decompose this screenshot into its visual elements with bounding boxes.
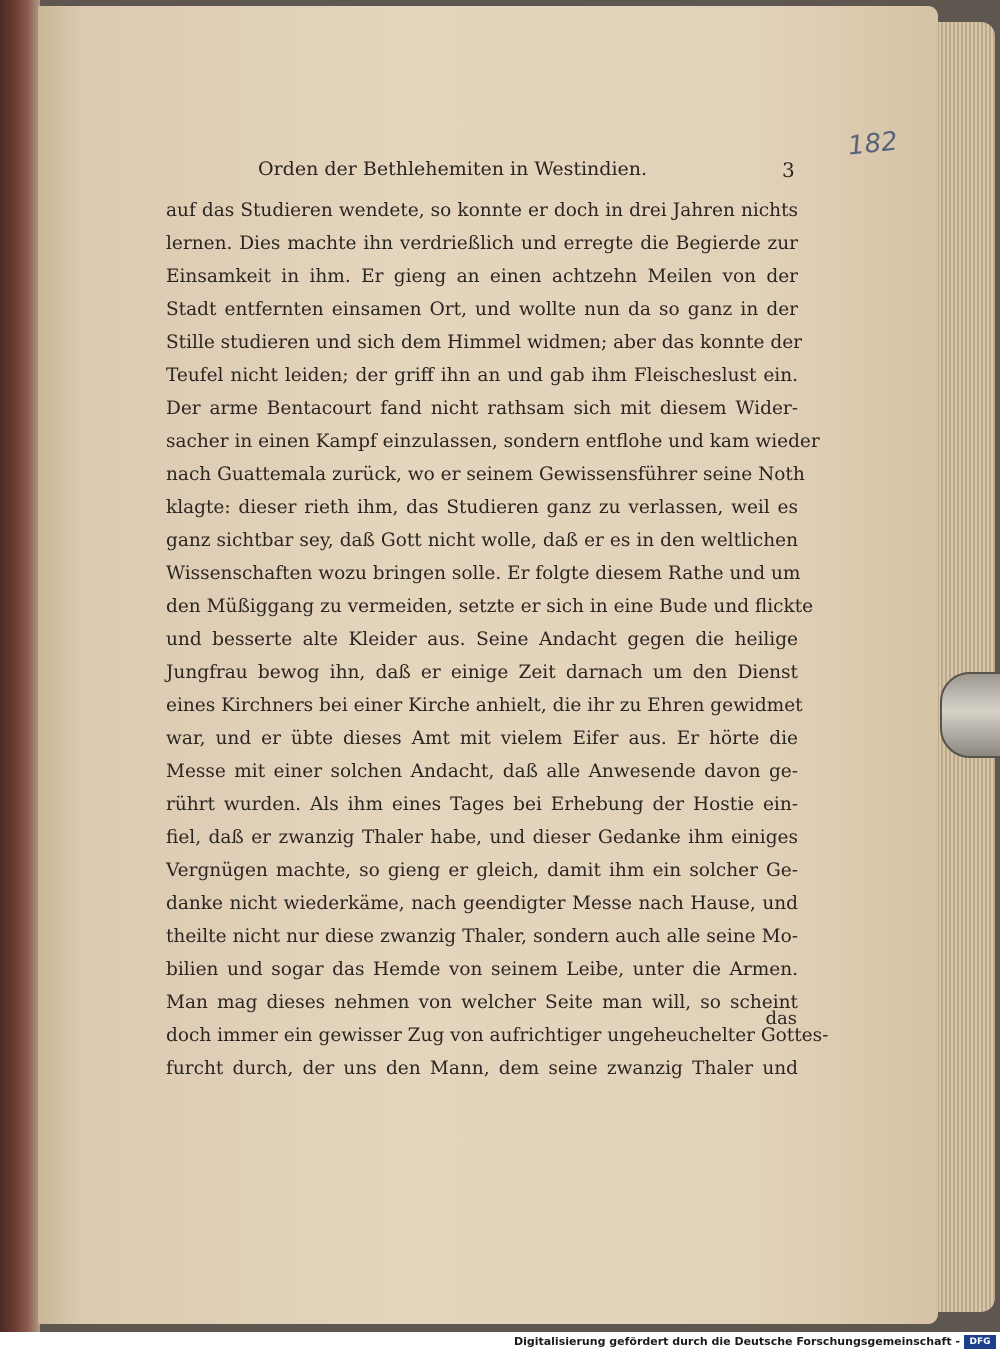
text-line: bilien und sogar das Hemde von seinem Leibe, unter die Armen.	[166, 959, 798, 980]
text-line: furcht durch, der uns den Mann, dem seine zwanzig Thaler und	[166, 1058, 798, 1079]
book-spine	[0, 0, 40, 1332]
running-head: Orden der Bethlehemiten in Westindien.	[258, 158, 648, 180]
text-line: eines Kirchners bei einer Kirche anhielt, die ihr zu Ehren gewidmet	[166, 695, 803, 716]
text-line: Vergnügen machte, so gieng er gleich, damit ihm ein solcher Ge-	[166, 860, 798, 881]
text-line: danke nicht wiederkäme, nach geendigter Messe nach Hause, und	[166, 893, 798, 914]
text-line: nach Guattemala zurück, wo er seinem Gewissensführer seine Noth	[166, 464, 805, 485]
dfg-logo: DFG	[964, 1335, 996, 1349]
page-edges	[935, 22, 995, 1312]
page-clip	[940, 672, 1000, 758]
catchword: das	[765, 1008, 797, 1029]
text-line: Man mag dieses nehmen von welcher Seite man will, so scheint	[166, 992, 798, 1013]
body-text	[166, 194, 829, 1085]
text-line: lernen. Dies machte ihn verdrießlich und erregte die Begierde zur	[166, 233, 798, 254]
text-line: Einsamkeit in ihm. Er gieng an einen achtzehn Meilen von der	[166, 266, 798, 287]
text-line: ganz sichtbar sey, daß Gott nicht wolle, daß er es in den weltlichen	[166, 530, 798, 551]
text-line: sacher in einen Kampf einzulassen, sondern entflohe und kam wieder	[166, 431, 820, 452]
text-line: war, und er übte dieses Amt mit vielem Eifer aus. Er hörte die	[166, 728, 798, 749]
text-line: und besserte alte Kleider aus. Seine Andacht gegen die heilige	[166, 629, 798, 650]
text-line: Teufel nicht leiden; der griff ihn an und gab ihm Fleischeslust ein.	[166, 365, 798, 386]
text-line: doch immer ein gewisser Zug von aufrichtiger ungeheuchelter Gottes-	[166, 1025, 829, 1046]
text-line: Messe mit einer solchen Andacht, daß alle Anwesende davon ge-	[166, 761, 798, 782]
text-line: theilte nicht nur diese zwanzig Thaler, sondern auch alle seine Mo-	[166, 926, 798, 947]
text-line: fiel, daß er zwanzig Thaler habe, und dieser Gedanke ihm einiges	[166, 827, 798, 848]
text-line: Jungfrau bewog ihn, daß er einige Zeit darnach um den Dienst	[166, 662, 798, 683]
handwritten-folio-number: 182	[846, 126, 900, 162]
text-line: Wissenschaften wozu bringen solle. Er folgte diesem Rathe und um	[166, 563, 801, 584]
text-line: Stille studieren und sich dem Himmel widmen; aber das konnte der	[166, 332, 803, 353]
funding-credit: Digitalisierung gefördert durch die Deutsche Forschungsgemeinschaft -	[513, 1335, 960, 1348]
text-line: rührt wurden. Als ihm eines Tages bei Erhebung der Hostie ein-	[166, 794, 798, 815]
footer-bar	[0, 1332, 1000, 1352]
text-line: Der arme Bentacourt fand nicht rathsam sich mit diesem Wider-	[166, 398, 798, 419]
page-number: 3	[782, 158, 795, 182]
text-line: auf das Studieren wendete, so konnte er doch in drei Jahren nichts	[166, 200, 798, 221]
text-line: den Müßiggang zu vermeiden, setzte er sich in eine Bude und flickte	[166, 596, 814, 617]
text-line: klagte: dieser rieth ihm, das Studieren ganz zu verlassen, weil es	[166, 497, 798, 518]
text-line: Stadt entfernten einsamen Ort, und wollte nun da so ganz in der	[166, 299, 798, 320]
